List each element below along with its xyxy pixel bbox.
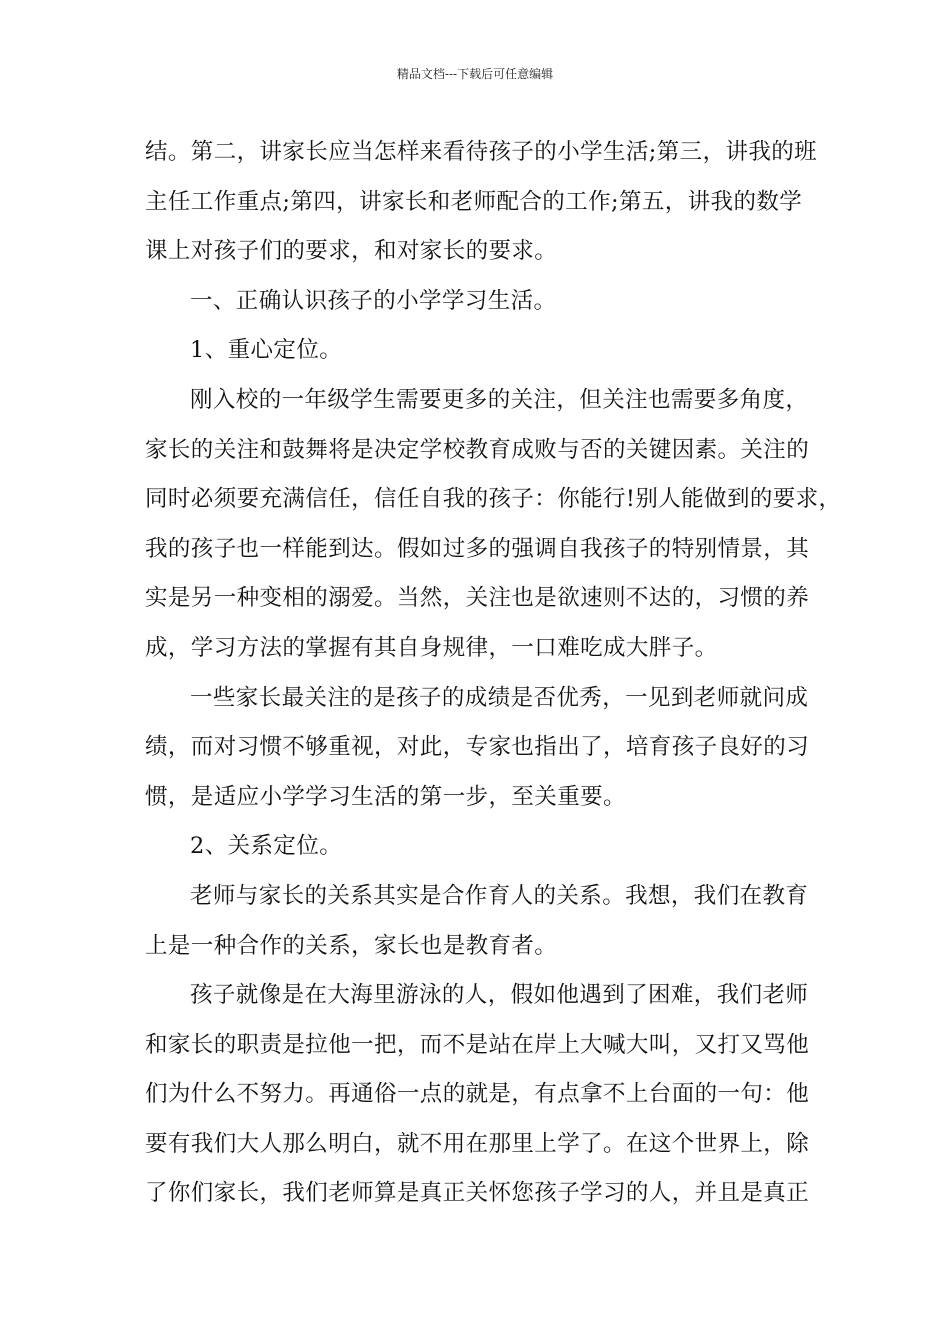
- text-line: 实是另一种变相的溺爱。当然，关注也是欲速则不达的，习惯的养: [145, 585, 810, 612]
- text-line: 孩子就像是在大海里游泳的人，假如他遇到了困难，我们老师: [190, 982, 809, 1009]
- text-line: 上是一种合作的关系，家长也是教育者。: [145, 932, 558, 959]
- text-line: 们为什么不努力。再通俗一点的就是，有点拿不上台面的一句：他: [145, 1081, 810, 1108]
- document-body: [145, 128, 842, 1219]
- text-line: 同时必须要充满信任，信任自我的孩子：你能行!别人能做到的要求，: [145, 486, 842, 513]
- text-line: 老师与家长的关系其实是合作育人的关系。我想，我们在教育: [190, 882, 809, 909]
- text-line: 刚入校的一年级学生需要更多的关注，但关注也需要多角度，: [190, 386, 809, 413]
- text-line: 1、重心定位。: [190, 337, 343, 364]
- text-line: 家长的关注和鼓舞将是决定学校教育成败与否的关键因素。关注的: [145, 436, 810, 463]
- text-line: 课上对孩子们的要求，和对家长的要求。: [145, 238, 558, 265]
- text-line: 结。第二，讲家长应当怎样来看待孩子的小学生活;第三，讲我的班: [145, 139, 818, 165]
- text-line: 2、关系定位。: [190, 833, 343, 860]
- text-line: 惯，是适应小学学习生活的第一步，至关重要。: [145, 783, 626, 810]
- text-line: 一、正确认识孩子的小学学习生活。: [190, 287, 557, 314]
- text-line: 和家长的职责是拉他一把，而不是站在岸上大喊大叫，又打又骂他: [145, 1031, 810, 1058]
- text-line: 一些家长最关注的是孩子的成绩是否优秀，一见到老师就问成: [190, 684, 809, 711]
- text-line: 成，学习方法的掌握有其自身规律，一口难吃成大胖子。: [145, 634, 718, 661]
- text-line: 主任工作重点;第四，讲家长和老师配合的工作;第五，讲我的数学: [145, 188, 803, 215]
- page-header: 精品文档---下载后可任意编辑: [396, 67, 554, 81]
- text-line: 绩，而对习惯不够重视，对此，专家也指出了，培育孩子良好的习: [145, 734, 810, 761]
- text-line: 了你们家长，我们老师算是真正关怀您孩子学习的人，并且是真正: [145, 1180, 810, 1207]
- text-line: 要有我们大人那么明白，就不用在那里上学了。在这个世界上，除: [145, 1130, 810, 1157]
- text-line: 我的孩子也一样能到达。假如过多的强调自我孩子的特别情景，其: [145, 535, 810, 562]
